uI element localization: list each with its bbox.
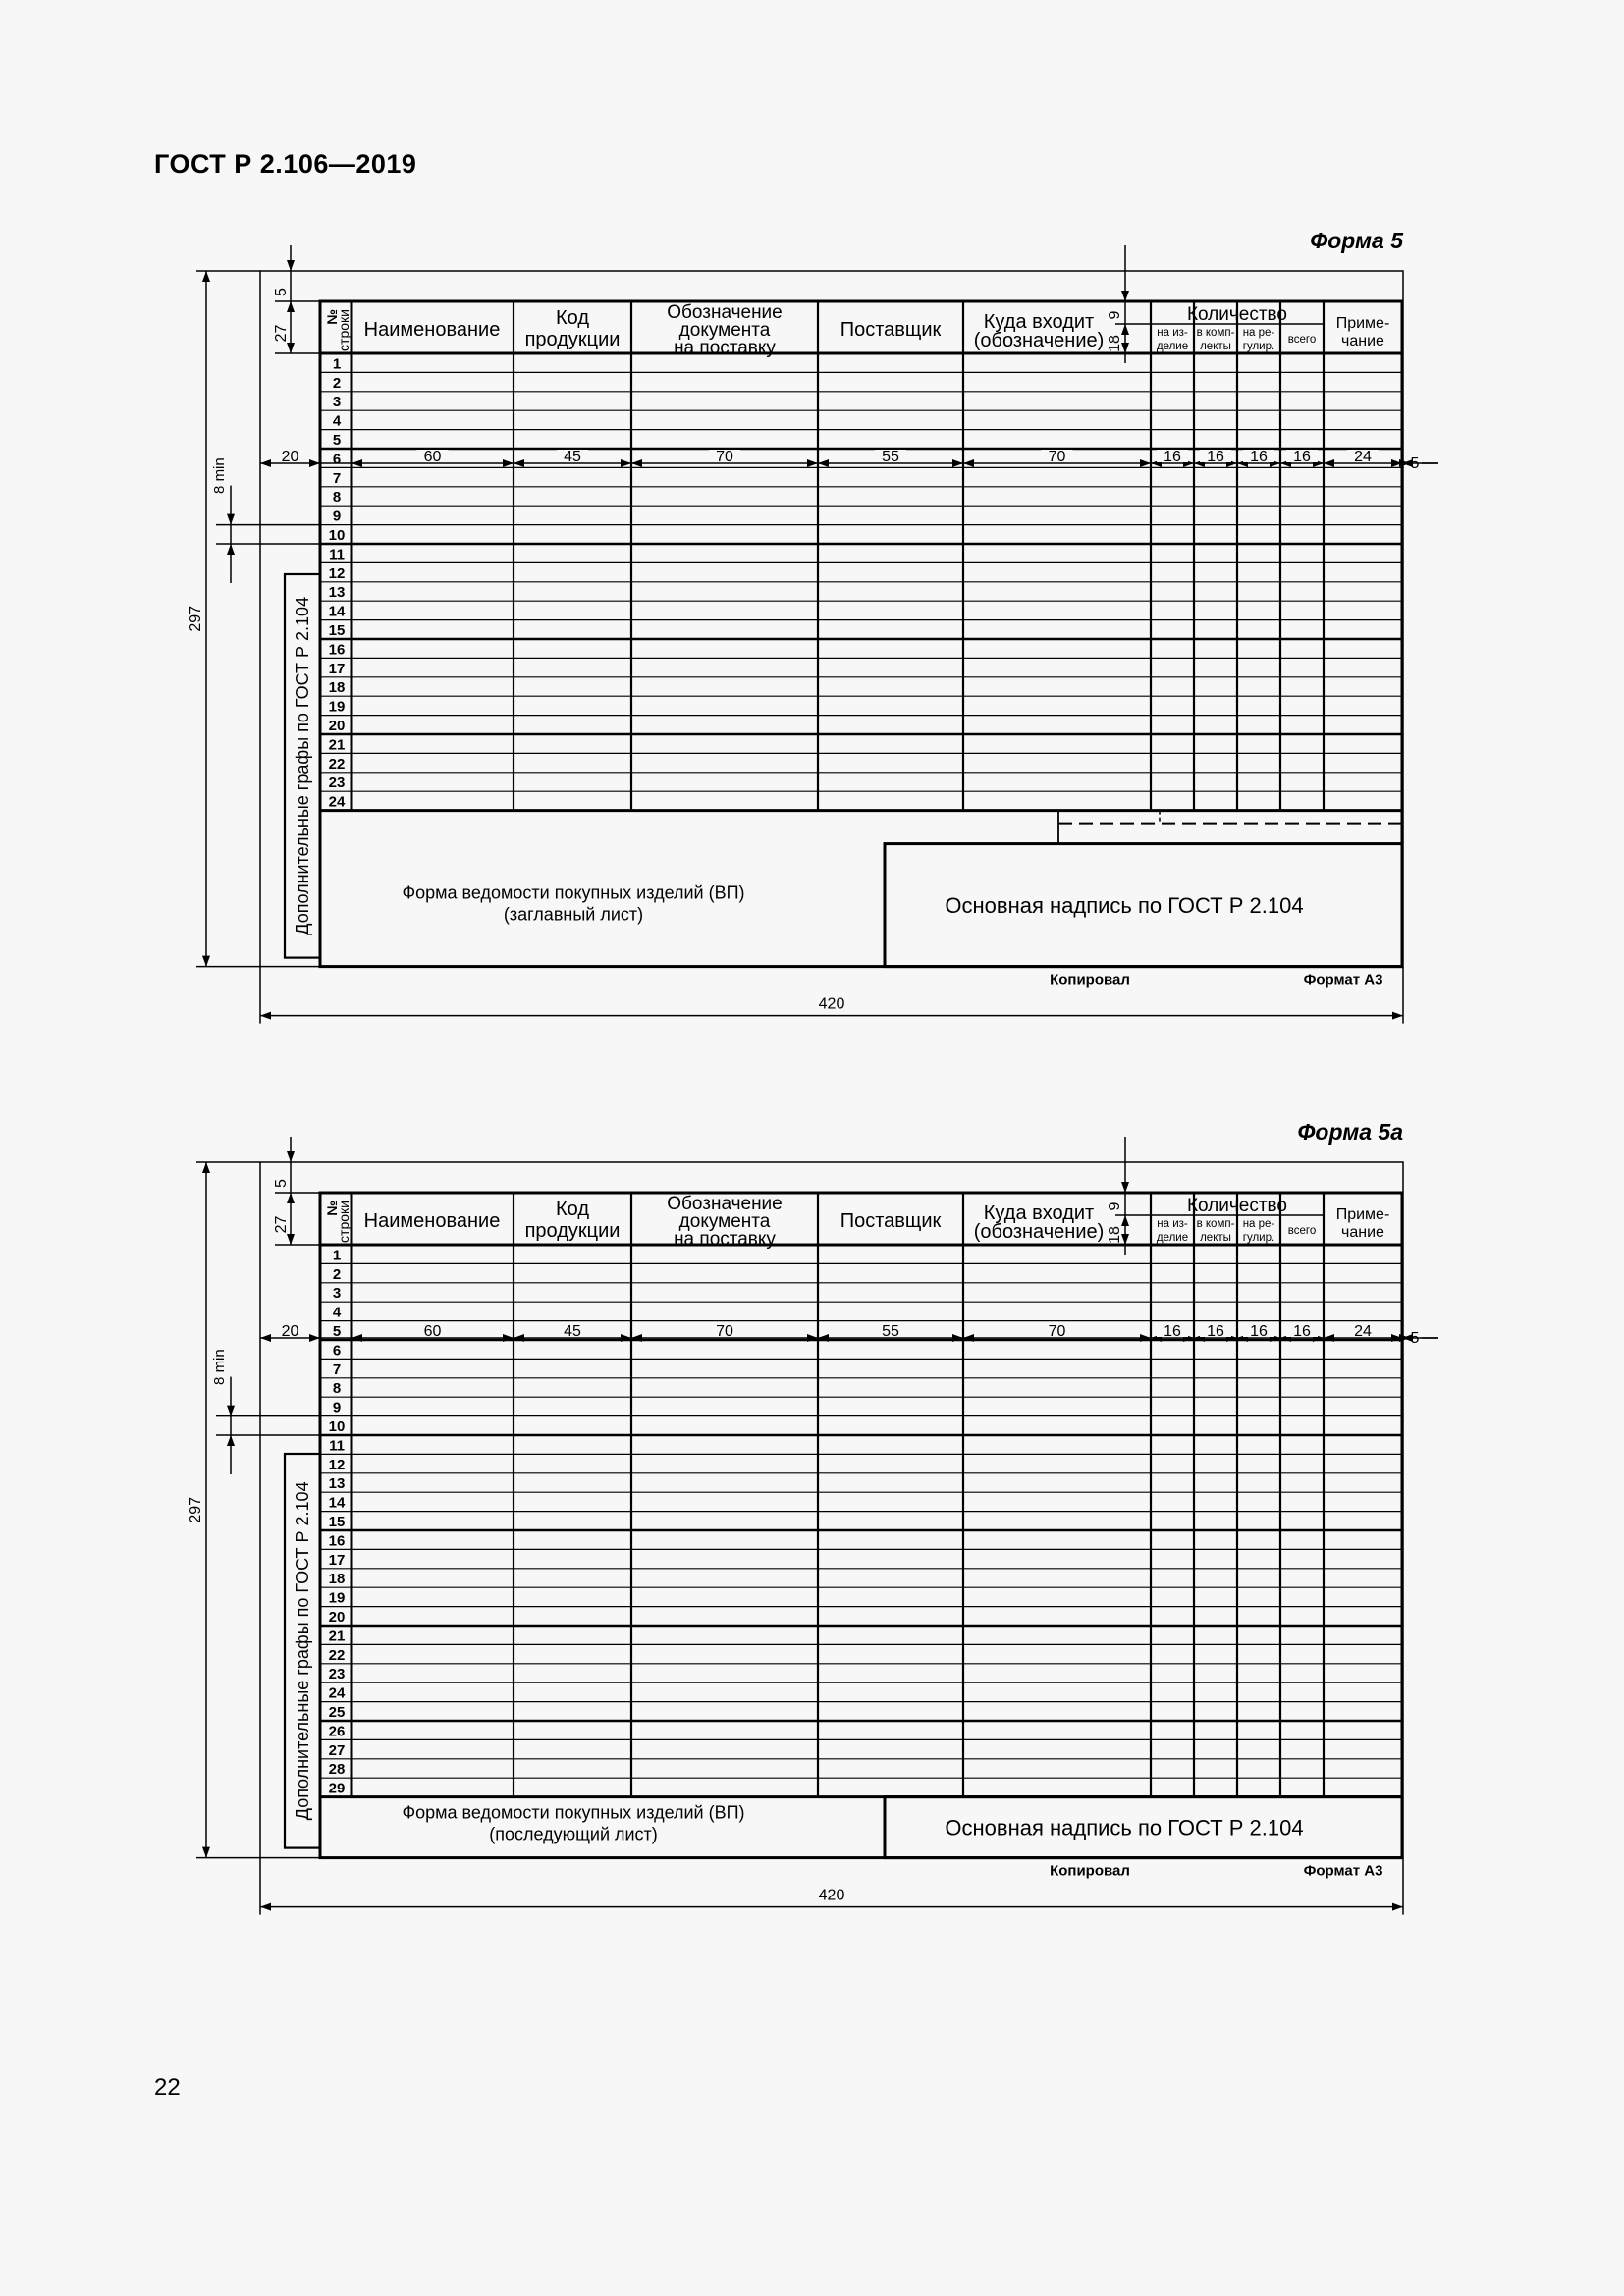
quantity-sub-header: в комп- bbox=[1196, 327, 1235, 339]
header-dim-label: 27 bbox=[273, 324, 290, 343]
row-number: 29 bbox=[328, 1780, 346, 1797]
quantity-header: Количество bbox=[1186, 304, 1288, 325]
row-number: 7 bbox=[332, 469, 342, 487]
designation-col-header: на поставку bbox=[674, 338, 776, 358]
inner-frame bbox=[320, 301, 1402, 967]
row-number: 13 bbox=[328, 584, 346, 602]
row-number: 17 bbox=[328, 1551, 346, 1569]
form-description: Форма ведомости покупных изделий (ВП) bbox=[402, 882, 745, 903]
name-col-header: Наименование bbox=[363, 319, 501, 341]
width-label: 420 bbox=[818, 1887, 845, 1904]
dimension-label: 16 bbox=[1250, 1323, 1268, 1340]
dimension-arrow bbox=[287, 343, 295, 353]
where-col-header: Куда входит bbox=[983, 311, 1095, 333]
row-number: 12 bbox=[328, 1456, 346, 1473]
row-number: 28 bbox=[328, 1761, 346, 1779]
dimension-arrow bbox=[309, 459, 320, 467]
outer-frame bbox=[260, 1162, 1403, 1858]
dimension-arrow bbox=[352, 459, 362, 467]
copied-label: Копировал bbox=[1050, 971, 1130, 988]
page-number: 22 bbox=[154, 2074, 181, 2101]
dimension-arrow bbox=[202, 1847, 210, 1858]
format-label: Формат А3 bbox=[1303, 1862, 1383, 1880]
dimension-arrow bbox=[287, 1234, 295, 1245]
row-number: 3 bbox=[332, 1285, 342, 1303]
dimension-arrow bbox=[818, 459, 829, 467]
row-number: 16 bbox=[328, 641, 346, 659]
dimension-arrow bbox=[309, 1334, 320, 1342]
designation-col-header: документа bbox=[678, 1211, 771, 1232]
row-number: 20 bbox=[328, 1609, 346, 1626]
row-number: 14 bbox=[328, 603, 346, 620]
where-col-header-2: (обозначение) bbox=[973, 1221, 1105, 1243]
height-label: 297 bbox=[188, 1496, 204, 1523]
row-number: 6 bbox=[332, 1342, 342, 1360]
sub-top-label: 9 bbox=[1107, 1201, 1123, 1211]
dimension-arrow bbox=[621, 459, 631, 467]
row-number: 4 bbox=[332, 412, 342, 430]
dimension-label: 55 bbox=[882, 449, 899, 465]
row-height-label: 8 min bbox=[211, 1349, 228, 1385]
row-number: 19 bbox=[328, 698, 346, 716]
dimension-arrow bbox=[202, 271, 210, 282]
row-height-label: 8 min bbox=[211, 457, 228, 494]
side-label: Дополнительные графы по ГОСТ Р 2.104 bbox=[293, 596, 312, 935]
row-number: 3 bbox=[332, 394, 342, 411]
where-col-header-2: (обозначение) bbox=[973, 330, 1105, 351]
row-number: 22 bbox=[328, 755, 346, 773]
row-number: 15 bbox=[328, 622, 346, 639]
dimension-label: 70 bbox=[716, 1323, 733, 1340]
form-5-drawing bbox=[0, 245, 1624, 1070]
sub-top-label: 9 bbox=[1107, 310, 1123, 320]
dimension-label: 5 bbox=[1410, 1330, 1420, 1347]
dimension-arrow bbox=[1324, 459, 1334, 467]
dimension-label: 5 bbox=[1410, 455, 1420, 472]
dimension-arrow bbox=[807, 459, 818, 467]
quantity-sub-header: в комп- bbox=[1196, 1218, 1235, 1230]
dimension-arrow bbox=[287, 260, 295, 271]
side-label: Дополнительные графы по ГОСТ Р 2.104 bbox=[293, 1481, 312, 1821]
num-col-header: № bbox=[324, 309, 340, 325]
designation-col-header: Обозначение bbox=[667, 1194, 783, 1214]
row-number: 8 bbox=[332, 489, 342, 507]
row-number: 12 bbox=[328, 564, 346, 582]
where-col-header: Куда входит bbox=[983, 1202, 1095, 1224]
row-number: 24 bbox=[328, 1684, 346, 1702]
dimension-arrow bbox=[227, 514, 235, 525]
note-col-header-2: чание bbox=[1341, 1224, 1384, 1241]
dimension-label: 16 bbox=[1207, 1323, 1224, 1340]
row-number: 8 bbox=[332, 1380, 342, 1398]
designation-col-header: Обозначение bbox=[667, 302, 783, 323]
row-number: 24 bbox=[328, 793, 346, 811]
dimension-arrow bbox=[1121, 324, 1129, 335]
dimension-label: 60 bbox=[423, 449, 442, 465]
dimension-arrow bbox=[260, 1903, 271, 1911]
dimension-arrow bbox=[1392, 1012, 1403, 1020]
dimension-arrow bbox=[227, 1435, 235, 1446]
dimension-label: 24 bbox=[1354, 1323, 1372, 1340]
row-number: 7 bbox=[332, 1361, 342, 1378]
num-col-header-2: строки bbox=[336, 309, 352, 351]
dimension-arrow bbox=[260, 459, 271, 467]
row-number: 1 bbox=[332, 355, 342, 373]
dimension-arrow bbox=[260, 1012, 271, 1020]
format-label: Формат А3 bbox=[1303, 971, 1383, 988]
num-col-header: № bbox=[324, 1201, 340, 1216]
row-number: 4 bbox=[332, 1304, 342, 1321]
row-number: 10 bbox=[328, 527, 346, 544]
row-number: 16 bbox=[328, 1532, 346, 1550]
note-col-header: Приме- bbox=[1335, 1206, 1390, 1223]
title-block-label: Основная надпись по ГОСТ Р 2.104 bbox=[945, 1815, 1304, 1841]
sub-bottom-label: 18 bbox=[1107, 335, 1123, 352]
quantity-sub-header: всего bbox=[1287, 334, 1317, 346]
dimension-arrow bbox=[963, 459, 974, 467]
row-number: 11 bbox=[329, 1437, 345, 1455]
top-dim-label: 5 bbox=[273, 288, 290, 296]
dimension-label: 60 bbox=[423, 1323, 442, 1340]
row-number: 22 bbox=[328, 1646, 346, 1664]
dimension-arrow bbox=[1392, 1903, 1403, 1911]
form-5-label: Форма 5 bbox=[1310, 228, 1403, 253]
form-description: Форма ведомости покупных изделий (ВП) bbox=[402, 1802, 745, 1823]
dimension-arrow bbox=[1140, 459, 1151, 467]
row-number: 10 bbox=[328, 1418, 346, 1435]
quantity-sub-header: на ре- bbox=[1242, 327, 1275, 339]
form-description-2: (заглавный лист) bbox=[503, 904, 644, 925]
quantity-sub-header: на из- bbox=[1157, 327, 1188, 339]
dimension-label: 45 bbox=[564, 449, 581, 465]
row-number: 23 bbox=[328, 1666, 346, 1683]
dimension-label: 70 bbox=[1048, 1323, 1066, 1340]
dimension-label: 20 bbox=[281, 1323, 299, 1340]
row-number: 25 bbox=[328, 1704, 346, 1721]
dimension-arrow bbox=[1399, 1334, 1410, 1342]
row-number: 1 bbox=[332, 1247, 342, 1264]
note-col-header-2: чание bbox=[1341, 333, 1384, 349]
width-label: 420 bbox=[818, 995, 845, 1013]
row-number: 18 bbox=[328, 679, 346, 697]
sub-bottom-label: 18 bbox=[1107, 1226, 1123, 1244]
dimension-label: 16 bbox=[1207, 449, 1224, 465]
row-number: 27 bbox=[328, 1741, 346, 1759]
document-header: ГОСТ Р 2.106—2019 bbox=[154, 149, 417, 179]
name-col-header: Наименование bbox=[363, 1210, 501, 1232]
num-col-header-2: строки bbox=[336, 1201, 352, 1243]
dimension-arrow bbox=[287, 301, 295, 312]
quantity-sub-header: делие bbox=[1156, 1232, 1189, 1244]
form-5a-drawing bbox=[0, 1137, 1624, 1904]
dimension-arrow bbox=[202, 956, 210, 967]
dimension-label: 55 bbox=[882, 1323, 899, 1340]
row-number: 23 bbox=[328, 774, 346, 792]
code-col-header-2: продукции bbox=[524, 1220, 621, 1242]
copied-label: Копировал bbox=[1050, 1862, 1130, 1880]
row-number: 18 bbox=[328, 1571, 346, 1588]
dimension-label: 24 bbox=[1354, 449, 1372, 465]
dimension-arrow bbox=[952, 459, 963, 467]
code-col-header-2: продукции bbox=[524, 329, 621, 350]
quantity-sub-header: гулир. bbox=[1242, 1232, 1275, 1244]
quantity-sub-header: лекты bbox=[1200, 1232, 1231, 1244]
dimension-label: 16 bbox=[1293, 1323, 1311, 1340]
dimension-arrow bbox=[1399, 459, 1410, 467]
dimension-arrow bbox=[1121, 1215, 1129, 1226]
top-dim-label: 5 bbox=[273, 1179, 290, 1188]
code-col-header: Код bbox=[555, 307, 590, 329]
form-5a-label: Форма 5а bbox=[1297, 1119, 1403, 1145]
dimension-arrow bbox=[202, 1162, 210, 1173]
dimension-arrow bbox=[1121, 291, 1129, 301]
row-number: 6 bbox=[332, 451, 342, 468]
quantity-sub-header: на ре- bbox=[1242, 1218, 1275, 1230]
quantity-sub-header: делие bbox=[1156, 341, 1189, 352]
quantity-sub-header: на из- bbox=[1157, 1218, 1188, 1230]
form-description-2: (последующий лист) bbox=[489, 1824, 658, 1844]
supplier-col-header: Поставщик bbox=[839, 1210, 942, 1232]
row-number: 9 bbox=[332, 1399, 342, 1416]
dimension-label: 20 bbox=[281, 449, 299, 465]
row-number: 5 bbox=[332, 432, 342, 449]
dimension-arrow bbox=[227, 544, 235, 555]
row-number: 2 bbox=[332, 374, 342, 392]
row-number: 5 bbox=[332, 1323, 342, 1340]
quantity-sub-header: лекты bbox=[1200, 341, 1231, 352]
dimension-label: 16 bbox=[1164, 1323, 1181, 1340]
row-number: 15 bbox=[328, 1514, 346, 1530]
dimension-arrow bbox=[514, 459, 524, 467]
dimension-label: 16 bbox=[1293, 449, 1311, 465]
dimension-label: 70 bbox=[716, 449, 733, 465]
row-number: 9 bbox=[332, 507, 342, 525]
row-number: 2 bbox=[332, 1265, 342, 1283]
inner-frame bbox=[320, 1193, 1402, 1858]
note-col-header: Приме- bbox=[1335, 315, 1390, 332]
row-number: 26 bbox=[328, 1723, 346, 1740]
row-number: 21 bbox=[328, 1628, 346, 1645]
quantity-sub-header: всего bbox=[1287, 1225, 1317, 1237]
row-number: 17 bbox=[328, 660, 346, 677]
title-block-label: Основная надпись по ГОСТ Р 2.104 bbox=[945, 893, 1304, 919]
outer-frame bbox=[260, 271, 1403, 967]
header-dim-label: 27 bbox=[273, 1215, 290, 1234]
designation-col-header: на поставку bbox=[674, 1229, 776, 1250]
row-number: 21 bbox=[328, 736, 346, 754]
height-label: 297 bbox=[188, 605, 204, 632]
supplier-col-header: Поставщик bbox=[839, 319, 942, 341]
row-number: 13 bbox=[328, 1475, 346, 1493]
row-number: 11 bbox=[329, 546, 345, 563]
row-number: 14 bbox=[328, 1494, 346, 1512]
dimension-arrow bbox=[260, 1334, 271, 1342]
code-col-header: Код bbox=[555, 1199, 590, 1220]
row-number: 20 bbox=[328, 718, 346, 734]
dimension-arrow bbox=[227, 1406, 235, 1416]
dimension-arrow bbox=[503, 459, 514, 467]
dimension-label: 45 bbox=[564, 1323, 581, 1340]
quantity-header: Количество bbox=[1186, 1196, 1288, 1216]
dimension-arrow bbox=[287, 1151, 295, 1162]
dimension-arrow bbox=[287, 1193, 295, 1203]
dimension-label: 16 bbox=[1164, 449, 1181, 465]
row-number: 19 bbox=[328, 1589, 346, 1607]
dimension-label: 16 bbox=[1250, 449, 1268, 465]
quantity-sub-header: гулир. bbox=[1242, 341, 1275, 352]
dimension-label: 70 bbox=[1048, 449, 1066, 465]
dimension-arrow bbox=[631, 459, 642, 467]
dimension-arrow bbox=[1121, 1182, 1129, 1193]
designation-col-header: документа bbox=[678, 320, 771, 341]
